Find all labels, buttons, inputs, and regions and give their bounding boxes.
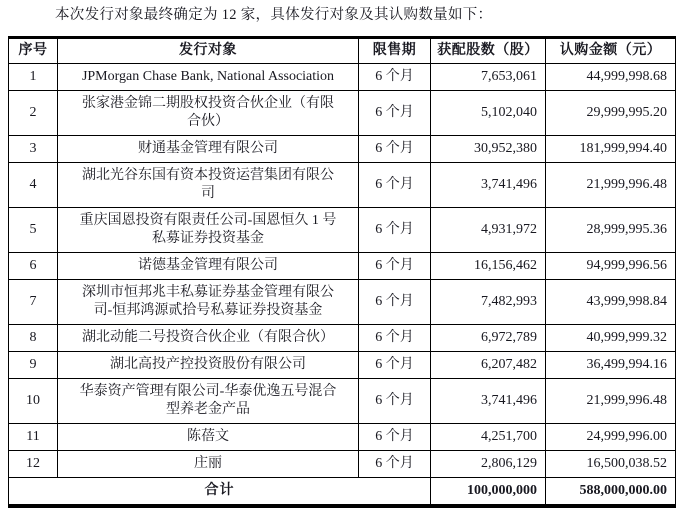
cell-name: 重庆国恩投资有限责任公司-国恩恒久 1 号私募证券投资基金: [58, 208, 359, 253]
cell-period: 6 个月: [359, 253, 431, 280]
cell-period: 6 个月: [359, 325, 431, 352]
col-header-period: 限售期: [359, 38, 431, 64]
table-row: [9, 325, 676, 352]
cell-name: 湖北动能二号投资合伙企业（有限合伙）: [58, 325, 359, 352]
cell-shares: 7,653,061: [431, 64, 546, 91]
cell-shares: 5,102,040: [431, 91, 546, 136]
cell-shares: 30,952,380: [431, 136, 546, 163]
cell-name: 诺德基金管理有限公司: [58, 253, 359, 280]
cell-amount: 24,999,996.00: [546, 424, 676, 451]
cell-name: 湖北高投产控投资股份有限公司: [58, 352, 359, 379]
cell-shares: 4,251,700: [431, 424, 546, 451]
table-row: [9, 424, 676, 451]
cell-shares: 3,741,496: [431, 163, 546, 208]
cell-amount: 94,999,996.56: [546, 253, 676, 280]
col-header-shares: 获配股数（股）: [431, 38, 546, 64]
total-shares: 100,000,000: [431, 478, 546, 507]
cell-name: 湖北光谷东国有资本投资运营集团有限公司: [58, 163, 359, 208]
cell-amount: 181,999,994.40: [546, 136, 676, 163]
cell-period: 6 个月: [359, 208, 431, 253]
cell-period: 6 个月: [359, 91, 431, 136]
cell-no: 9: [9, 352, 58, 379]
col-header-amount: 认购金额（元）: [546, 38, 676, 64]
cell-shares: 16,156,462: [431, 253, 546, 280]
table-row: [9, 163, 676, 208]
table-row: [9, 451, 676, 478]
cell-no: 1: [9, 64, 58, 91]
table-row: [9, 208, 676, 253]
cell-amount: 28,999,995.36: [546, 208, 676, 253]
cell-period: 6 个月: [359, 352, 431, 379]
total-label: 合计: [9, 478, 431, 507]
cell-no: 6: [9, 253, 58, 280]
allocation-table: [8, 36, 676, 508]
table-row: [9, 352, 676, 379]
cell-no: 8: [9, 325, 58, 352]
cell-no: 2: [9, 91, 58, 136]
cell-name: JPMorgan Chase Bank, National Association: [58, 64, 359, 91]
cell-period: 6 个月: [359, 163, 431, 208]
cell-name: 陈蓓文: [58, 424, 359, 451]
total-amount: 588,000,000.00: [546, 478, 676, 507]
table-row: [9, 64, 676, 91]
cell-name: 华泰资产管理有限公司-华泰优逸五号混合型养老金产品: [58, 379, 359, 424]
cell-no: 11: [9, 424, 58, 451]
cell-name: 张家港金锦二期股权投资合伙企业（有限合伙）: [58, 91, 359, 136]
cell-name: 财通基金管理有限公司: [58, 136, 359, 163]
cell-amount: 36,499,994.16: [546, 352, 676, 379]
cell-shares: 7,482,993: [431, 280, 546, 325]
col-header-name: 发行对象: [58, 38, 359, 64]
cell-no: 3: [9, 136, 58, 163]
col-header-no: 序号: [9, 38, 58, 64]
table-row: [9, 253, 676, 280]
cell-name: 深圳市恒邦兆丰私募证券基金管理有限公司-恒邦鸿源贰拾号私募证券投资基金: [58, 280, 359, 325]
cell-period: 6 个月: [359, 379, 431, 424]
table-row: [9, 136, 676, 163]
cell-no: 12: [9, 451, 58, 478]
cell-period: 6 个月: [359, 280, 431, 325]
cell-period: 6 个月: [359, 64, 431, 91]
cell-period: 6 个月: [359, 424, 431, 451]
cell-name: 庄丽: [58, 451, 359, 478]
cell-amount: 43,999,998.84: [546, 280, 676, 325]
cell-no: 4: [9, 163, 58, 208]
cell-shares: 3,741,496: [431, 379, 546, 424]
cell-amount: 16,500,038.52: [546, 451, 676, 478]
cell-period: 6 个月: [359, 136, 431, 163]
cell-no: 10: [9, 379, 58, 424]
cell-no: 7: [9, 280, 58, 325]
cell-no: 5: [9, 208, 58, 253]
cell-amount: 29,999,995.20: [546, 91, 676, 136]
cell-amount: 21,999,996.48: [546, 379, 676, 424]
cell-period: 6 个月: [359, 451, 431, 478]
cell-shares: 6,207,482: [431, 352, 546, 379]
header-row: [9, 38, 676, 64]
table-row: [9, 91, 676, 136]
cell-shares: 6,972,789: [431, 325, 546, 352]
total-row: [9, 478, 676, 507]
cell-shares: 2,806,129: [431, 451, 546, 478]
cell-amount: 21,999,996.48: [546, 163, 676, 208]
table-row: [9, 280, 676, 325]
table-row: [9, 379, 676, 424]
page-title: 本次发行对象最终确定为 12 家，具体发行对象及其认购数量如下：: [55, 7, 493, 23]
cell-amount: 40,999,999.32: [546, 325, 676, 352]
cell-shares: 4,931,972: [431, 208, 546, 253]
cell-amount: 44,999,998.68: [546, 64, 676, 91]
